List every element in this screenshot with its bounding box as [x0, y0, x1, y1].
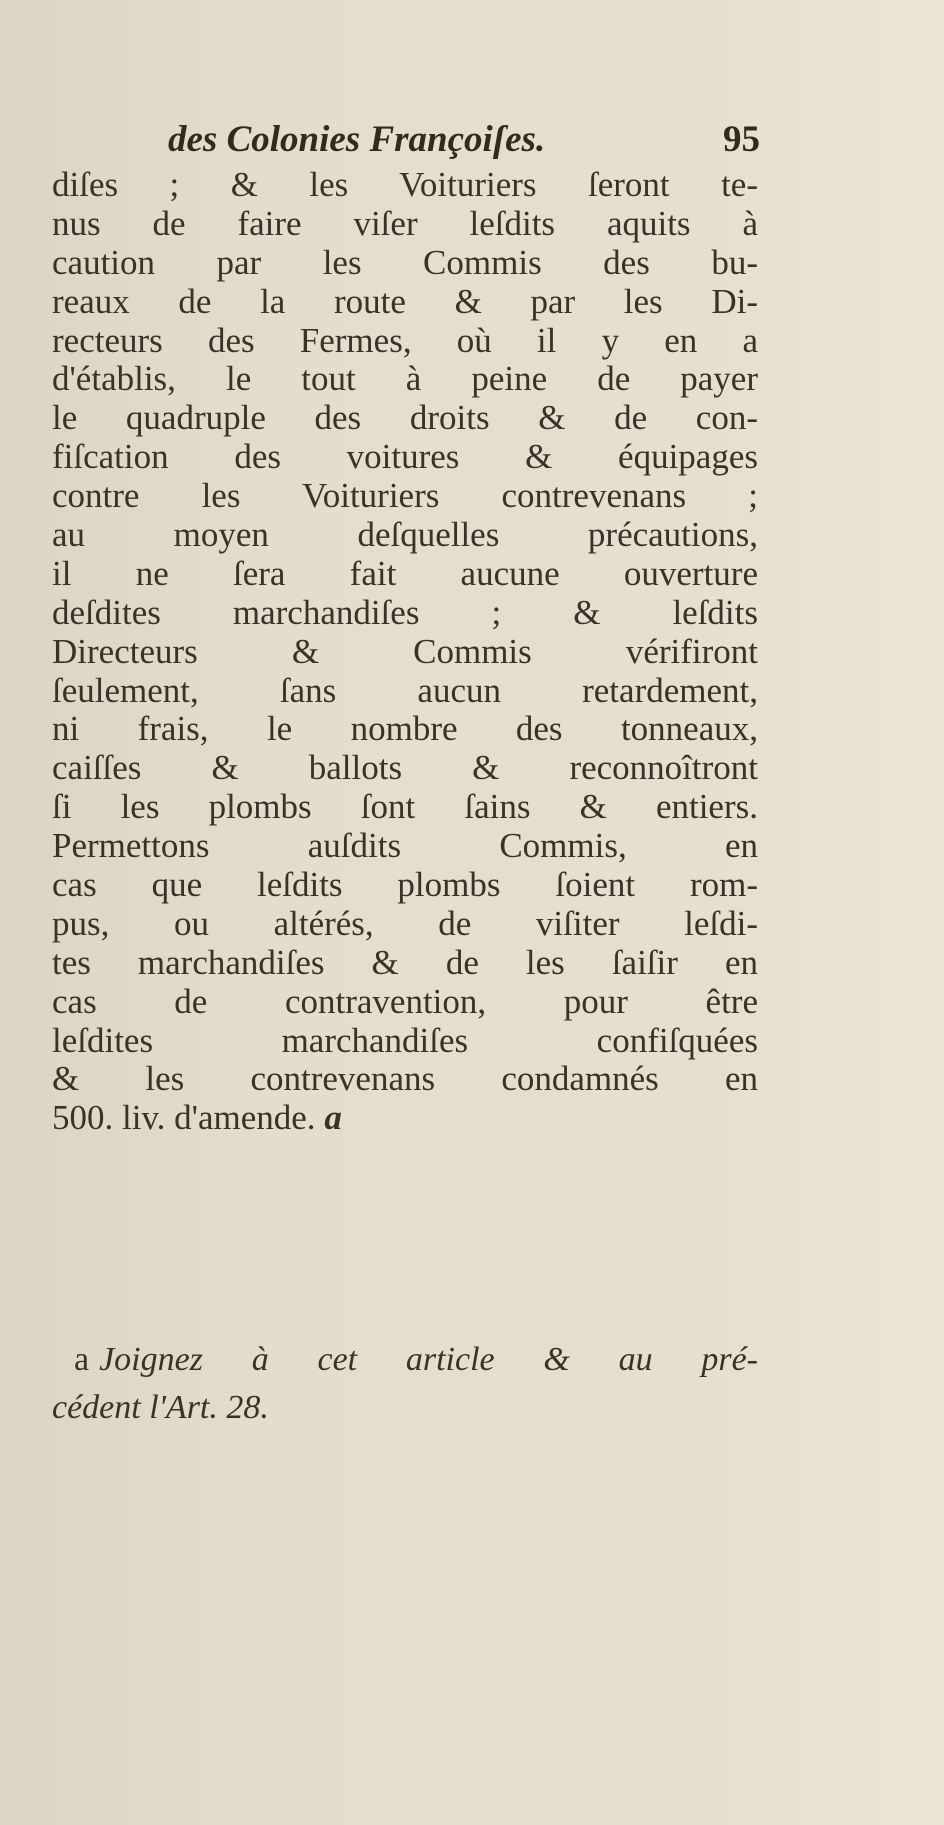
- footnote-line: [52, 1336, 758, 1384]
- text-line: caiſſes & ballots & reconnoîtront: [52, 748, 758, 788]
- text-line: & les contrevenans condamnés en: [52, 1059, 758, 1099]
- text-line: Directeurs & Commis vérifiront: [52, 631, 758, 671]
- footnote-reference: a: [324, 1098, 342, 1138]
- text-line: ni frais, le nombre des tonneaux,: [52, 709, 758, 749]
- text-line: leſdites marchandiſes confiſquées: [52, 1020, 758, 1060]
- text-line: caution par les Commis des bu-: [52, 242, 758, 282]
- text-line: contre les Voituriers contrevenans ;: [52, 476, 758, 516]
- footnote-text: Joignez à cet article & au pré-: [99, 1341, 758, 1378]
- text-line: le quadruple des droits & de con-: [52, 398, 758, 438]
- text-line-content: 500. liv. d'amende.: [52, 1098, 316, 1138]
- text-line: il ne ſera fait aucune ouverture: [52, 553, 758, 593]
- text-line: cas de contravention, pour être: [52, 981, 758, 1021]
- text-line: diſes ; & les Voituriers ſeront te-: [52, 165, 758, 204]
- text-line: pus, ou altérés, de viſiter leſdi-: [52, 903, 758, 943]
- body-text: [52, 166, 758, 1138]
- text-line: au moyen deſquelles précautions,: [52, 515, 758, 555]
- running-title: des Colonies Françoiſes.: [168, 119, 546, 160]
- text-line: deſdites marchandiſes ; & leſdits: [52, 592, 758, 632]
- text-line: d'établis, le tout à peine de payer: [52, 359, 758, 399]
- text-line: tes marchandiſes & de les ſaiſir en: [52, 942, 758, 982]
- page-number: 95: [723, 119, 760, 160]
- text-line: ſi les plombs ſont ſains & entiers.: [52, 787, 758, 827]
- text-line: recteurs des Fermes, où il y en a: [52, 320, 758, 360]
- footnote: [52, 1336, 758, 1432]
- text-line: reaux de la route & par les Di-: [52, 281, 758, 321]
- text-line: Permettons auſdits Commis, en: [52, 826, 758, 866]
- text-line: fiſcation des voitures & équipages: [52, 437, 758, 477]
- footnote-line: cédent l'Art. 28.: [52, 1389, 269, 1426]
- footnote-mark: a: [74, 1341, 90, 1378]
- running-header: [168, 118, 760, 162]
- text-line: ſeulement, ſans aucun retardement,: [52, 670, 758, 710]
- text-line: cas que leſdits plombs ſoient rom-: [52, 865, 758, 905]
- text-line: nus de faire viſer leſdits aquits à: [52, 203, 758, 243]
- text-line-last: [52, 1099, 758, 1138]
